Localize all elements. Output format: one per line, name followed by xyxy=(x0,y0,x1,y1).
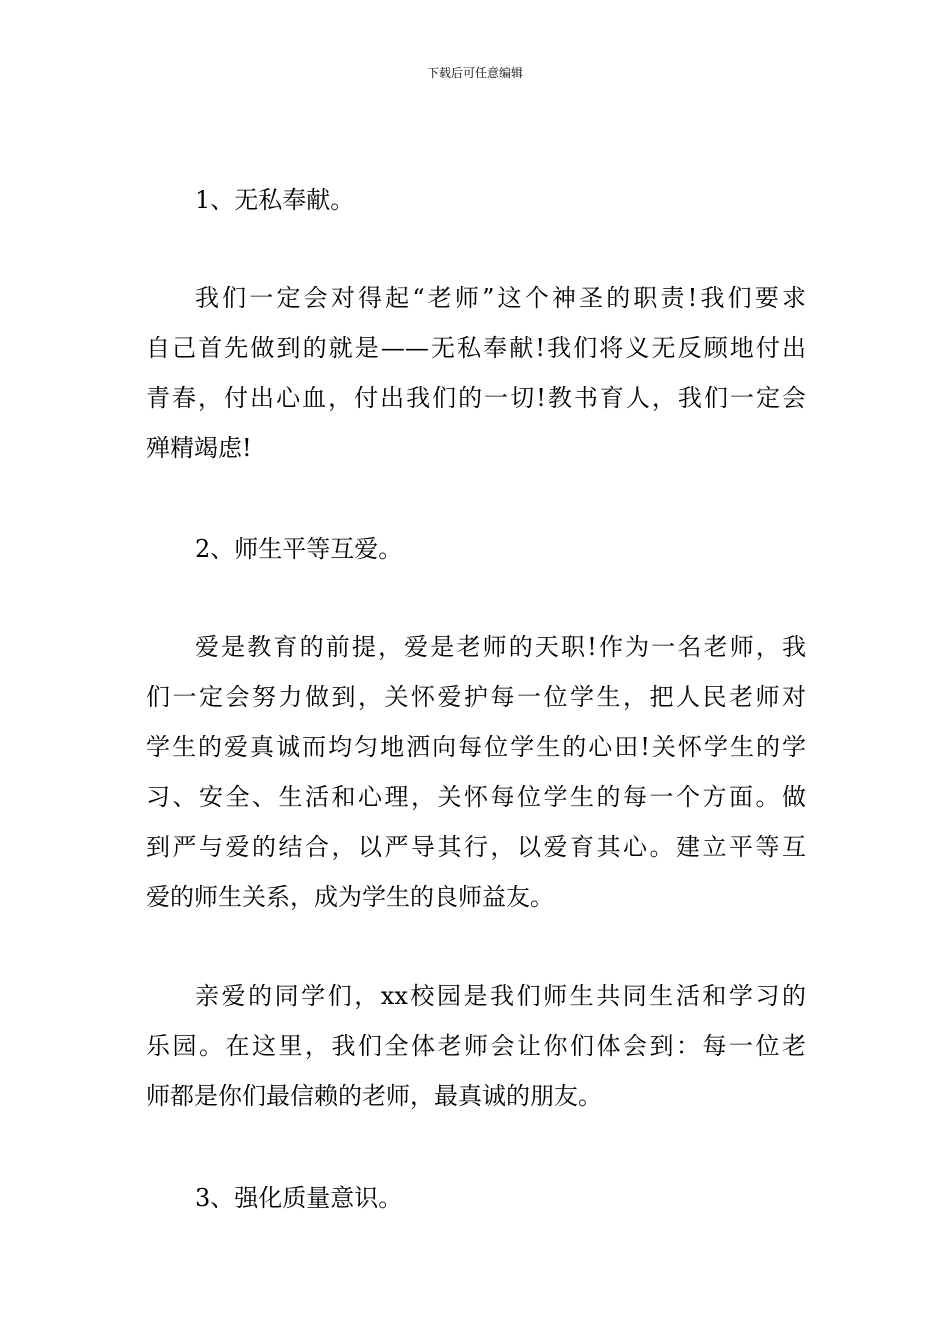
paragraph-teacher-student-love xyxy=(146,622,806,922)
section-heading-3: 3、强化质量意识。 xyxy=(195,1184,403,1212)
paragraph-line: 习、安全、生活和心理，关怀每位学生的每一个方面。做 xyxy=(146,783,806,811)
paragraph-line: 爱的师生关系，成为学生的良师益友。 xyxy=(146,883,554,911)
paragraph-line: 自己首先做到的就是——无私奉献!我们将义无反顾地付出 xyxy=(146,334,806,362)
paragraph-line: 到严与爱的结合，以严导其行，以爱育其心。建立平等互 xyxy=(146,833,806,861)
paragraph-line: 乐园。在这里，我们全体老师会让你们体会到：每一位老 xyxy=(146,1032,806,1060)
section-heading-1: 1、无私奉献。 xyxy=(195,186,355,214)
paragraph-dear-students xyxy=(146,971,806,1121)
paragraph-line: 殚精竭虑! xyxy=(146,434,252,462)
paragraph-selfless-dedication xyxy=(146,273,806,473)
paragraph-line: 我们一定会对得起“老师”这个神圣的职责!我们要求 xyxy=(195,284,806,312)
page-header-note: 下载后可任意编辑 xyxy=(426,66,523,80)
paragraph-line: 亲爱的同学们，xx校园是我们师生共同生活和学习的 xyxy=(195,982,806,1010)
paragraph-line: 学生的爱真诚而均匀地洒向每位学生的心田!关怀学生的学 xyxy=(146,733,806,761)
paragraph-line: 师都是你们最信赖的老师，最真诚的朋友。 xyxy=(146,1082,602,1110)
section-heading-2: 2、师生平等互爱。 xyxy=(195,535,403,563)
paragraph-line: 爱是教育的前提，爱是老师的天职!作为一名老师，我 xyxy=(195,633,806,661)
paragraph-line: 们一定会努力做到，关怀爱护每一位学生，把人民老师对 xyxy=(146,683,806,711)
paragraph-line: 青春，付出心血，付出我们的一切!教书育人，我们一定会 xyxy=(146,384,806,412)
